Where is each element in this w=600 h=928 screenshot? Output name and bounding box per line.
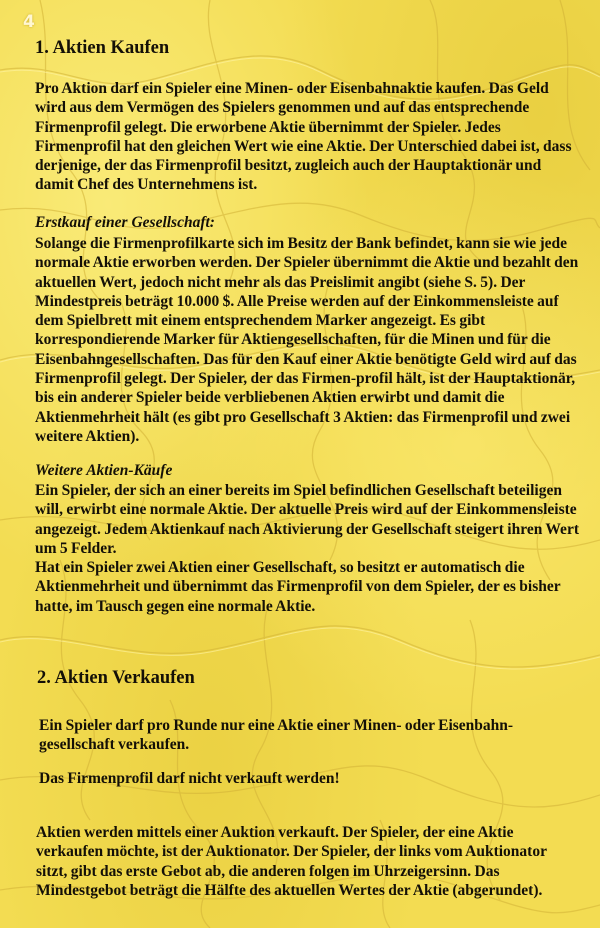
section-heading-buy-shares: 1. Aktien Kaufen xyxy=(35,38,170,58)
warning-company-profile: Das Firmenprofil darf nicht verkauft werden! xyxy=(39,770,340,787)
section-heading-sell-shares: 2. Aktien Verkaufen xyxy=(37,668,195,688)
subheading-further-purchases: Weitere Aktien-Käufe xyxy=(35,462,173,479)
paragraph-auction: Aktien werden mittels einer Auktion verkauft. Der Spieler, der eine Aktie verkaufen möchte, ist der Auktionator. Der Spieler, der links vom Auktionator sitzt, gibt das erste Gebot ab, die anderen folgen im Uhrzeigersinn. Das Mindestgebot beträgt die Hälfte des aktuellen Wertes der Aktie (abgerundet). xyxy=(36,824,547,899)
paragraph-majority-rule: Hat ein Spieler zwei Aktien einer Gesellschaft, so besitzt er automatisch die Aktienmehrheit und übernimmt das Firmenprofil von dem Spieler, der es bisher hatte, im Tausch gegen eine normale Aktie. xyxy=(35,559,561,615)
subheading-first-purchase: Erstkauf einer Gesellschaft: xyxy=(35,214,215,231)
page-number: 4 xyxy=(23,12,35,32)
paragraph-first-purchase: Solange die Firmenprofilkarte sich im Besitz der Bank befindet, kann sie wie jede normale Aktie erworben werden. Der Spieler übernimmt die Aktie und bezahlt den aktuellen Wert, jedoch nicht mehr als das Preislimit angibt (siehe S. 5). Der Mindestpreis beträgt 10.000 $. Alle Preise werden auf der Einkommensleiste auf dem Spielbrett mit einem entsprechendem Marker angezeigt. Es gibt korrespondierende Marker für Aktiengesellschaften, für die Minen und für die Eisenbahngesellschaften. Das für den Kauf einer Aktie benötigte Geld wird auf das Firmenprofil gelegt. Der Spieler, der das Firmen-profil hält, ist der Hauptaktionär, bis ein anderer Spieler beide verbliebenen Aktien erwirbt und damit die Aktienmehrheit hält (es gibt pro Gesellschaft 3 Aktien: das Firmenprofil und zwei weitere Aktien). xyxy=(35,235,579,445)
paragraph-buy-shares-intro: Pro Aktion darf ein Spieler eine Minen- oder Eisenbahnaktie kaufen. Das Geld wird aus dem Vermögen des Spielers genommen und auf das entsprechende Firmenprofil gelegt. Die erworbene Aktie übernimmt der Spieler. Jedes Firmenprofil hat den gleichen Wert wie eine Aktie. Der Unterschied dabei ist, dass derjenige, der das Firmenprofil besitzt, zugleich auch der Hauptaktionär und damit Chef des Unternehmens ist. xyxy=(35,80,572,194)
paragraph-further-purchases: Ein Spieler, der sich an einer bereits im Spiel befindlichen Gesellschaft beteiligen will, erwirbt eine normale Aktie. Der aktuelle Preis wird auf der Einkommensleiste angezeigt. Jedem Aktienkauf nach Aktivierung der Gesellschaft steigert ihren Wert um 5 Felder. xyxy=(35,482,579,557)
paragraph-sell-limit: Ein Spieler darf pro Runde nur eine Aktie einer Minen- oder Eisenbahn-gesellschaft verkaufen. xyxy=(39,717,514,754)
